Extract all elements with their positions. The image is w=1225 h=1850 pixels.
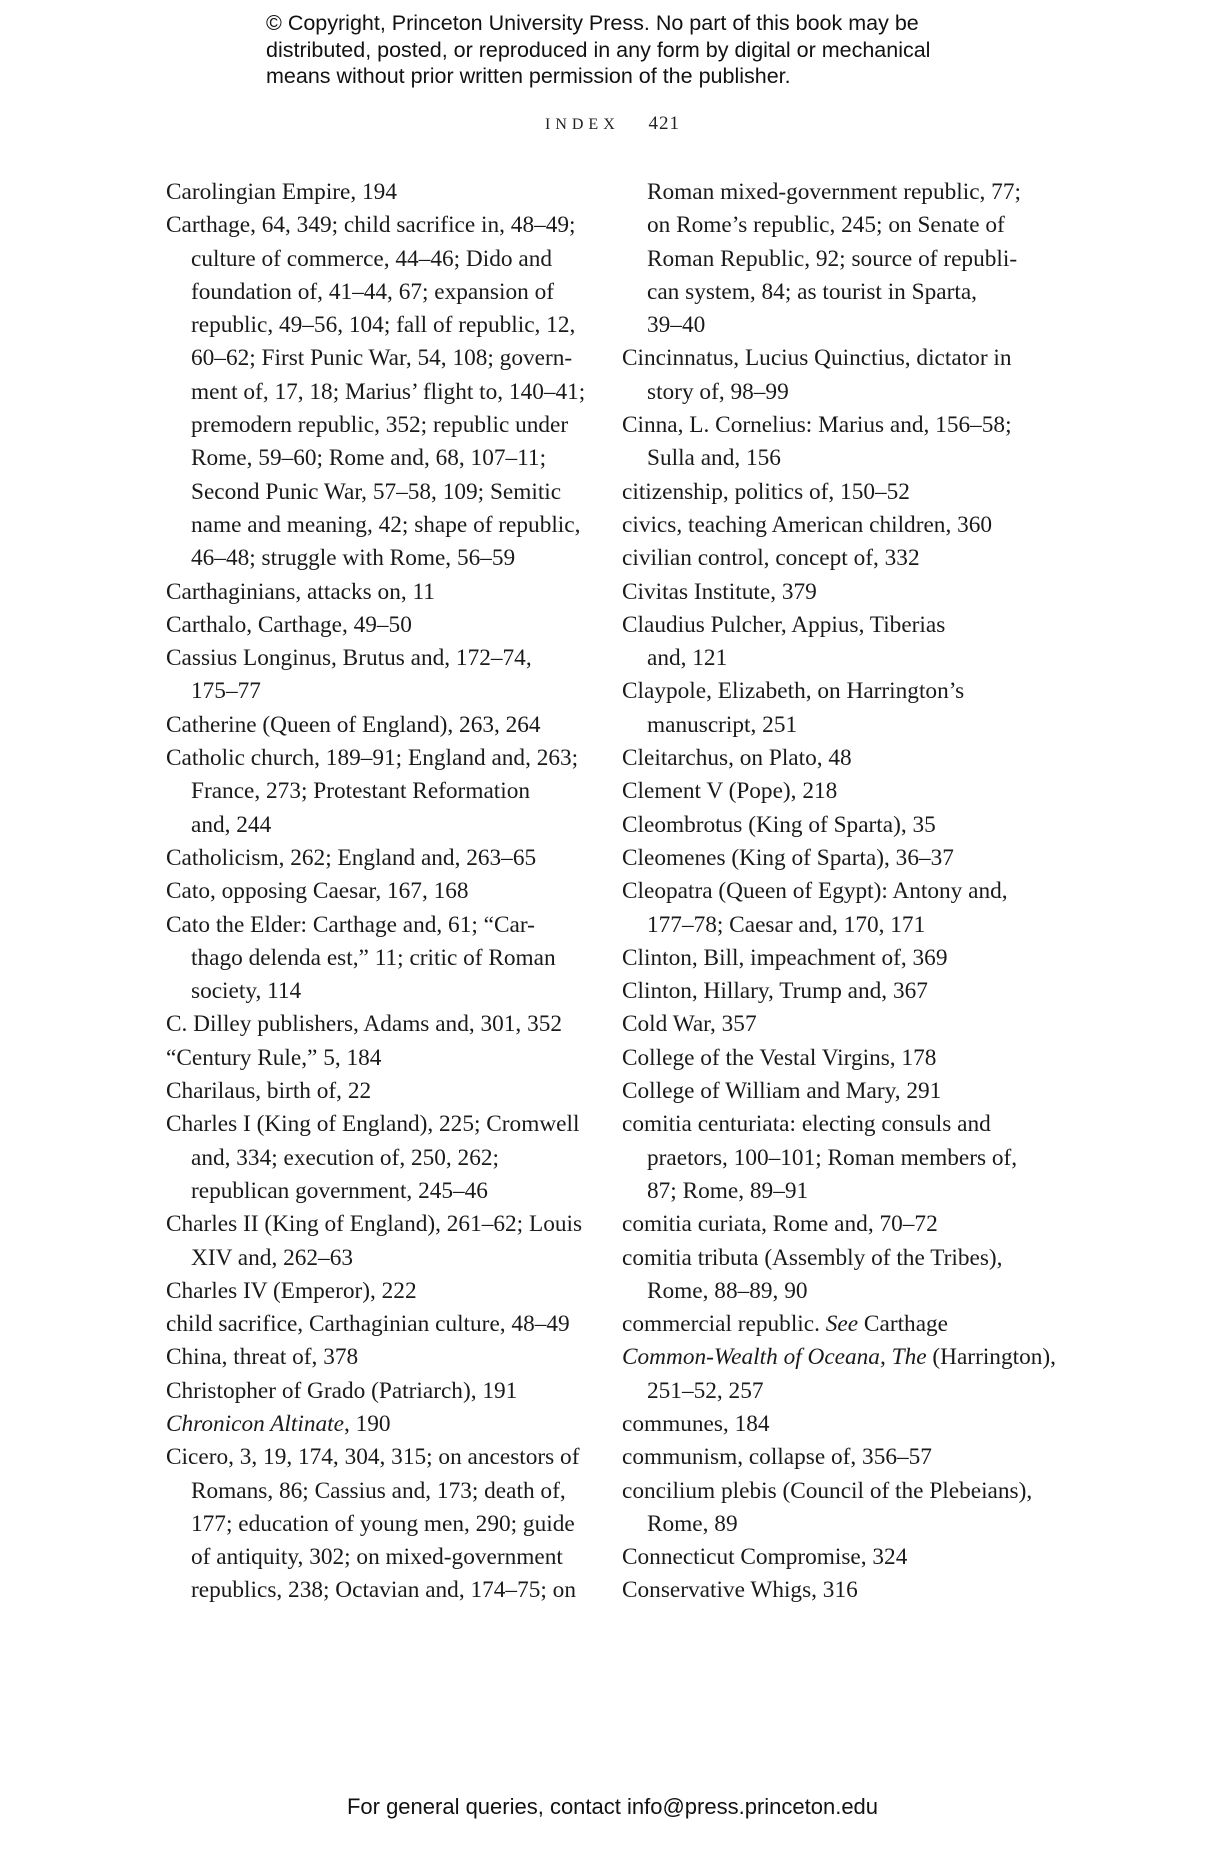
index-line: Clinton, Bill, impeachment of, 369 xyxy=(622,944,948,971)
index-line: XIV and, 262–63 xyxy=(191,1244,353,1271)
index-line: name and meaning, 42; shape of republic, xyxy=(191,511,581,538)
index-line: Claypole, Elizabeth, on Harrington’s xyxy=(622,678,965,705)
index-line: 87; Rome, 89–91 xyxy=(647,1177,809,1204)
index-line: child sacrifice, Carthaginian culture, 48–49 xyxy=(166,1311,570,1338)
index-entry-text: commercial republic. xyxy=(622,1311,826,1338)
index-line: College of the Vestal Virgins, 178 xyxy=(622,1044,937,1071)
index-line: Connecticut Compromise, 324 xyxy=(622,1544,908,1571)
index-line: Charles IV (Emperor), 222 xyxy=(166,1277,417,1304)
index-line: comitia curiata, Rome and, 70–72 xyxy=(622,1211,938,1238)
index-line: 46–48; struggle with Rome, 56–59 xyxy=(191,545,516,572)
index-line: Clinton, Hillary, Trump and, 367 xyxy=(622,978,928,1005)
index-line: Carolingian Empire, 194 xyxy=(166,179,397,205)
index-line: France, 273; Protestant Reformation xyxy=(191,778,531,805)
index-line: Cicero, 3, 19, 174, 304, 315; on ancestors of xyxy=(166,1444,580,1471)
index-line: Conservative Whigs, 316 xyxy=(622,1577,858,1604)
index-line: civics, teaching American children, 360 xyxy=(622,511,993,538)
running-head-label: INDEX xyxy=(544,116,620,133)
page-number: 421 xyxy=(648,113,680,134)
index-line: Cleomenes (King of Sparta), 36–37 xyxy=(622,844,954,871)
index-line: comitia tributa (Assembly of the Tribes), xyxy=(622,1244,1003,1271)
index-line: Cato, opposing Caesar, 167, 168 xyxy=(166,878,469,905)
index-line: Charles II (King of England), 261–62; Louis xyxy=(166,1211,583,1238)
index-title-italic: Chronicon Altinate xyxy=(166,1410,344,1437)
index-line: Claudius Pulcher, Appius, Tiberias xyxy=(622,611,946,638)
copyright-line: © Copyright, Princeton University Press. No part of this book may be xyxy=(266,11,919,35)
index-line: Sulla and, 156 xyxy=(647,445,781,472)
index-line: 251–52, 257 xyxy=(647,1377,764,1404)
index-column-right xyxy=(622,176,1058,1608)
index-line: praetors, 100–101; Roman members of, xyxy=(647,1144,1018,1171)
index-line: Carthaginians, attacks on, 11 xyxy=(166,578,435,605)
index-line: Second Punic War, 57–58, 109; Semitic xyxy=(191,478,562,505)
index-line: Romans, 86; Cassius and, 173; death of, xyxy=(191,1477,566,1504)
index-line: “Century Rule,” 5, 184 xyxy=(166,1044,382,1071)
index-line: Civitas Institute, 379 xyxy=(622,578,817,605)
index-line: Cold War, 357 xyxy=(622,1011,757,1038)
index-line: Cinna, L. Cornelius: Marius and, 156–58; xyxy=(622,412,1012,439)
index-line: republics, 238; Octavian and, 174–75; on xyxy=(191,1577,576,1604)
index-line: Rome, 89 xyxy=(647,1510,738,1537)
index-locator: , 190 xyxy=(343,1410,391,1437)
index-line: of antiquity, 302; on mixed-government xyxy=(191,1544,563,1571)
index-line: republic, 49–56, 104; fall of republic, 12, xyxy=(191,312,576,339)
index-line: Roman mixed-government republic, 77; xyxy=(647,179,1021,205)
index-line: Christopher of Grado (Patriarch), 191 xyxy=(166,1377,518,1404)
index-line: Catholicism, 262; England and, 263–65 xyxy=(166,844,537,871)
index-line: 177–78; Caesar and, 170, 171 xyxy=(647,911,926,938)
index-line: Carthage, 64, 349; child sacrifice in, 48–49; xyxy=(166,212,576,239)
copyright-notice xyxy=(266,10,1026,90)
footer-contact: For general queries, contact info@press.princeton.edu xyxy=(346,1794,879,1819)
index-line: on Rome’s republic, 245; on Senate of xyxy=(647,212,1005,239)
index-line: Cleitarchus, on Plato, 48 xyxy=(622,745,852,772)
index-line: manuscript, 251 xyxy=(647,711,798,738)
index-line: foundation of, 41–44, 67; expansion of xyxy=(191,278,554,305)
index-cross-reference: Carthage xyxy=(858,1311,949,1338)
index-line: 39–40 xyxy=(647,312,706,339)
copyright-line: means without prior written permission of the publisher. xyxy=(266,64,791,88)
index-line: Carthalo, Carthage, 49–50 xyxy=(166,611,412,638)
index-line: thago delenda est,” 11; critic of Roman xyxy=(191,944,556,971)
index-line: Cassius Longinus, Brutus and, 172–74, xyxy=(166,645,532,672)
index-line: Cleopatra (Queen of Egypt): Antony and, xyxy=(622,878,1008,905)
index-line: Catholic church, 189–91; England and, 263; xyxy=(166,745,579,772)
index-line: Charles I (King of England), 225; Cromwell xyxy=(166,1111,580,1138)
index-line: 177; education of young men, 290; guide xyxy=(191,1510,575,1537)
index-line: 175–77 xyxy=(191,678,261,705)
index-line: comitia centuriata: electing consuls and xyxy=(622,1111,991,1138)
index-line: College of William and Mary, 291 xyxy=(622,1078,942,1105)
index-line: Rome, 88–89, 90 xyxy=(647,1277,808,1304)
index-line: Catherine (Queen of England), 263, 264 xyxy=(166,711,541,738)
index-line: Cato the Elder: Carthage and, 61; “Car- xyxy=(166,911,535,938)
index-line: story of, 98–99 xyxy=(647,378,789,405)
index-line: Cincinnatus, Lucius Quinctius, dictator in xyxy=(622,345,1012,372)
index-line: Clement V (Pope), 218 xyxy=(622,778,838,805)
index-line: ment of, 17, 18; Marius’ flight to, 140–41; xyxy=(191,378,586,405)
index-line: China, threat of, 378 xyxy=(166,1344,359,1371)
index-line: Cleombrotus (King of Sparta), 35 xyxy=(622,811,936,838)
index-line: premodern republic, 352; republic under xyxy=(191,412,569,439)
index-line: society, 114 xyxy=(191,978,302,1005)
index-line: 60–62; First Punic War, 54, 108; govern- xyxy=(191,345,573,372)
index-line: C. Dilley publishers, Adams and, 301, 352 xyxy=(166,1011,563,1038)
index-line: civilian control, concept of, 332 xyxy=(622,545,920,572)
index-line: and, 121 xyxy=(647,645,728,672)
copyright-line: distributed, posted, or reproduced in any form by digital or mechanical xyxy=(266,37,931,62)
index-line xyxy=(622,1341,1058,1374)
index-line: Rome, 59–60; Rome and, 68, 107–11; xyxy=(191,445,547,472)
index-title-italic: Common-Wealth of Oceana, The xyxy=(622,1344,927,1371)
index-column-left xyxy=(166,176,586,1608)
index-line: republican government, 245–46 xyxy=(191,1177,488,1204)
index-line: and, 334; execution of, 250, 262; xyxy=(191,1144,499,1171)
see-reference: See xyxy=(825,1311,859,1338)
running-head xyxy=(0,113,1225,135)
index-line: communes, 184 xyxy=(622,1410,770,1437)
index-line: concilium plebis (Council of the Plebeians), xyxy=(622,1477,1033,1504)
index-line: culture of commerce, 44–46; Dido and xyxy=(191,245,552,272)
index-line: and, 244 xyxy=(191,811,272,838)
index-line xyxy=(166,1408,586,1441)
index-line: communism, collapse of, 356–57 xyxy=(622,1444,932,1471)
index-line: Charilaus, birth of, 22 xyxy=(166,1078,372,1105)
index-line xyxy=(622,1308,1058,1341)
index-line: can system, 84; as tourist in Sparta, xyxy=(647,278,977,305)
index-line: Roman Republic, 92; source of republi- xyxy=(647,245,1018,272)
index-entry-text: (Harrington), xyxy=(926,1344,1056,1371)
index-line: citizenship, politics of, 150–52 xyxy=(622,478,910,505)
